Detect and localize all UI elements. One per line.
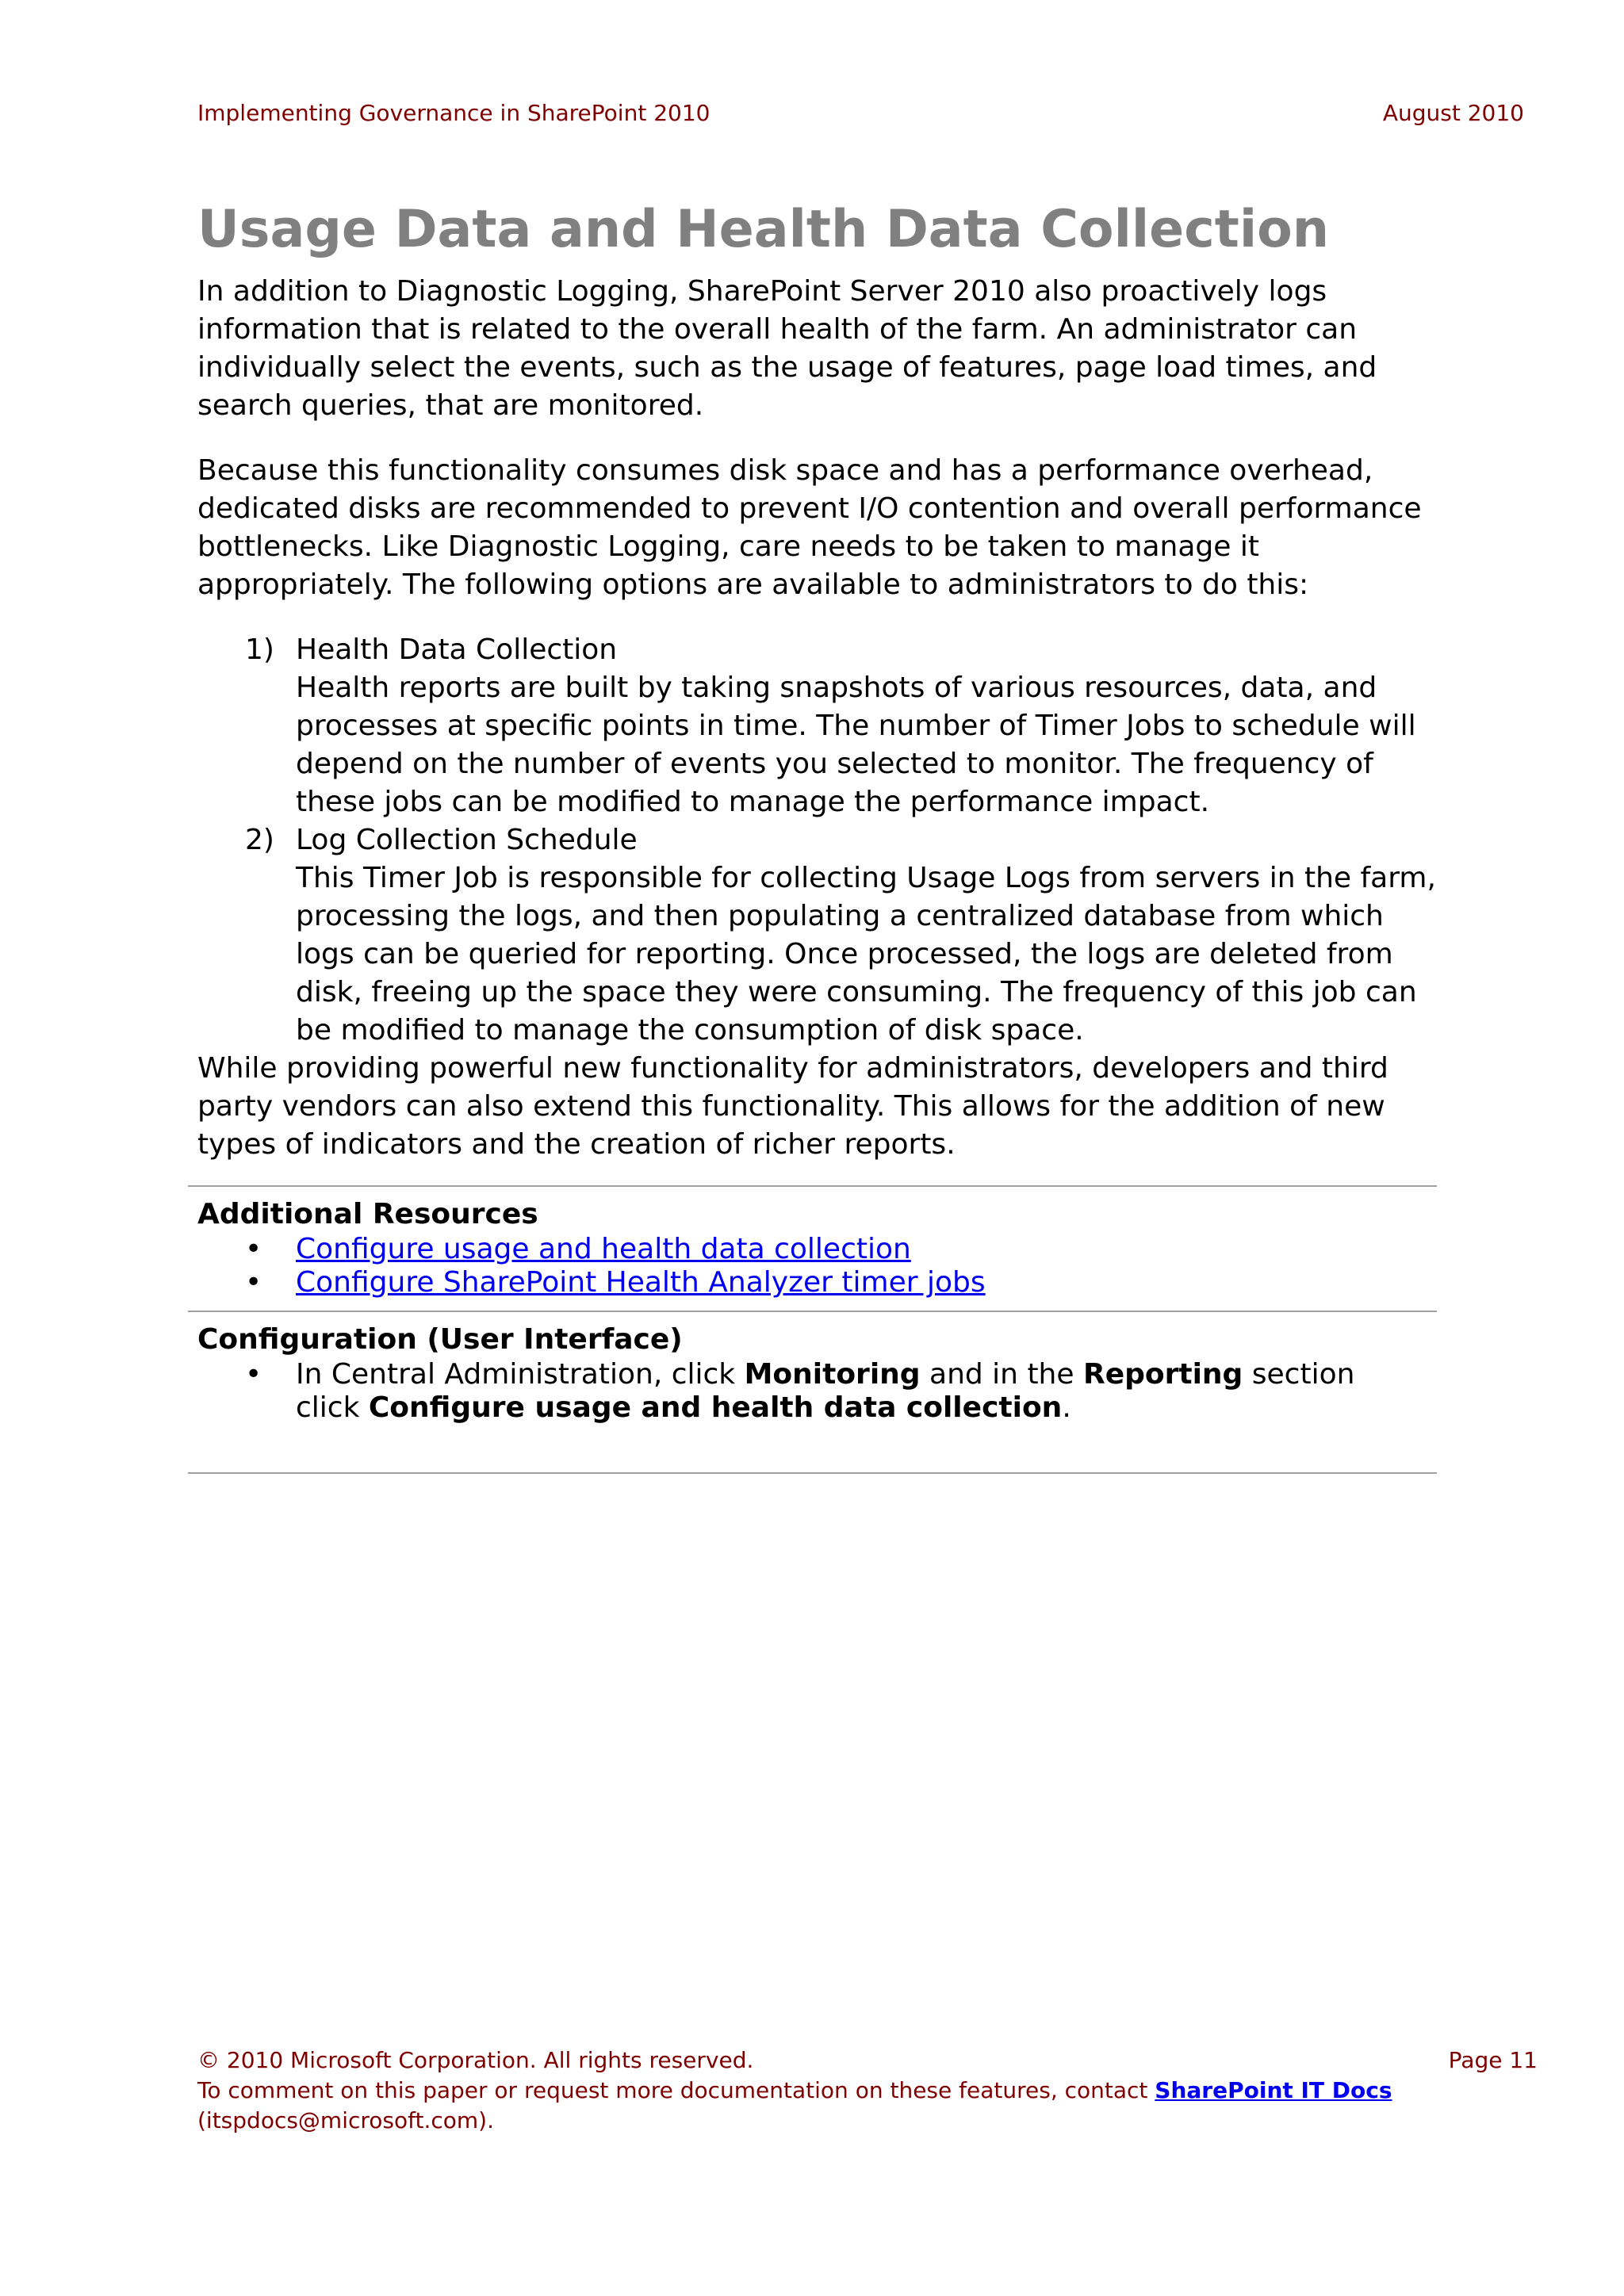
step-bold-monitoring: Monitoring (744, 1358, 921, 1391)
option-number: 2) (245, 824, 274, 856)
step-text-2: and in the (920, 1358, 1083, 1391)
option-text: Health reports are built by taking snapshots of various resources, data, and processes at specific points in time. The number of Timer Jobs to schedule will depend on the number of events you selected to monitor. The frequency of these jobs can be modified to manage the performance impact. (296, 672, 1416, 818)
option-item (245, 631, 1442, 821)
resource-links-list (197, 1233, 1427, 1299)
header-date: August 2010 (1382, 100, 1524, 126)
bullet-icon: • (245, 1233, 262, 1265)
list-item (245, 1233, 1427, 1266)
configuration-title: Configuration (User Interface) (197, 1323, 683, 1356)
step-text-3: section click (296, 1358, 1355, 1424)
footer-page-number: Page 11 (1448, 2047, 1538, 2073)
page-footer (197, 2045, 1538, 2136)
step-text-4: . (1062, 1391, 1071, 1424)
configuration-steps-list (197, 1358, 1427, 1425)
footer-comment-text: To comment on this paper or request more documentation on these features, contact (197, 2077, 1155, 2103)
option-title: Health Data Collection (296, 633, 618, 666)
option-title: Log Collection Schedule (296, 824, 638, 856)
step-bold-configure: Configure usage and health data collection (368, 1391, 1063, 1424)
option-text: This Timer Job is responsible for collecting Usage Logs from servers in the farm, processing the logs, and then populating a centralized database from which logs can be queried for reporting. Once processed, the logs are deleted from disk, freeing up the space they were consuming. The frequency of this job can be modified to manage the consumption of disk space. (296, 862, 1436, 1047)
footer-copyright: © 2010 Microsoft Corporation. All rights reserved. (197, 2047, 754, 2073)
link-configure-usage-health[interactable]: Configure usage and health data collection (296, 1233, 911, 1265)
options-list (197, 631, 1442, 1050)
list-item (245, 1358, 1427, 1425)
footer-contact-link[interactable]: SharePoint IT Docs (1155, 2077, 1392, 2103)
option-item (245, 821, 1442, 1050)
footer-comment (197, 2076, 1538, 2106)
resources-table (188, 1185, 1437, 1474)
list-item (245, 1266, 1427, 1299)
functionality-paragraph: Because this functionality consumes disk space and has a performance overhead, dedicated disks are recommended to prevent I/O contention and overall performance bottlenecks. Like Diagnostic Logging, care needs to be taken to manage it appropriately. The following options are available to administrators to do this: (197, 454, 1422, 601)
footer-email: (itspdocs@microsoft.com). (197, 2107, 494, 2133)
section-heading: Usage Data and Health Data Collection (197, 200, 1330, 259)
additional-resources-row (188, 1185, 1437, 1311)
header-title: Implementing Governance in SharePoint 2010 (197, 100, 710, 126)
configuration-row (188, 1311, 1437, 1472)
step-text-1: In Central Administration, click (296, 1358, 745, 1391)
table-bottom-border (188, 1472, 1437, 1474)
bullet-icon: • (245, 1358, 262, 1391)
option-number: 1) (245, 633, 274, 666)
bullet-icon: • (245, 1266, 262, 1299)
page-header (197, 100, 1524, 126)
intro-paragraph: In addition to Diagnostic Logging, SharePoint Server 2010 also proactively logs information that is related to the overall health of the farm. An administrator can individually select the events, such as the usage of features, page load times, and search queries, that are monitored. (197, 275, 1377, 422)
footer-top-row (197, 2045, 1538, 2076)
step-bold-reporting: Reporting (1082, 1358, 1243, 1391)
main-content (197, 195, 1442, 1191)
link-configure-health-analyzer[interactable]: Configure SharePoint Health Analyzer timer jobs (296, 1266, 986, 1299)
additional-resources-title: Additional Resources (197, 1198, 538, 1230)
closing-paragraph: While providing powerful new functionality for administrators, developers and third party vendors can also extend this functionality. This allows for the addition of new types of indicators and the creation of richer reports. (197, 1052, 1388, 1161)
